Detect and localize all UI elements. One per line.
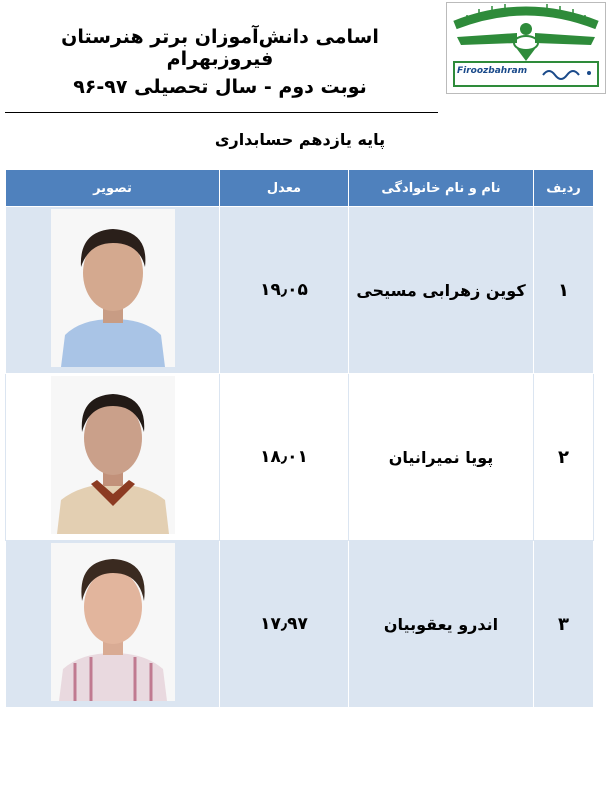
- photo-cell: [6, 207, 220, 374]
- average-cell: ۱۷٫۹۷: [220, 541, 349, 708]
- header-name: نام و نام خانوادگی: [349, 170, 534, 207]
- photo-cell: [6, 374, 220, 541]
- photo-cell: [6, 541, 220, 708]
- index-cell: ۲: [534, 374, 594, 541]
- header-average: معدل: [220, 170, 349, 207]
- school-logo: [446, 2, 606, 94]
- table-row: [6, 374, 594, 541]
- header-photo: تصویر: [6, 170, 220, 207]
- logo-latin-text: Firoozbahram: [457, 66, 528, 76]
- name-cell: کوین زهرابی مسیحی: [349, 207, 534, 374]
- section-title: پایه یازدهم حسابداری: [214, 130, 386, 149]
- header-index: ردیف: [534, 170, 594, 207]
- table-row: [6, 541, 594, 708]
- student-photo: [51, 376, 175, 534]
- name-cell: اندرو یعقوبیان: [349, 541, 534, 708]
- students-table: [5, 169, 594, 708]
- table-row: [6, 207, 594, 374]
- average-cell: ۱۸٫۰۱: [220, 374, 349, 541]
- index-cell: ۱: [534, 207, 594, 374]
- index-cell: ۳: [534, 541, 594, 708]
- header-divider: [5, 112, 438, 113]
- name-cell: پویا نمیرانیان: [349, 374, 534, 541]
- average-cell: ۱۹٫۰۵: [220, 207, 349, 374]
- page-subtitle: نوبت دوم - سال تحصیلی ۹۷-۹۶: [73, 76, 367, 98]
- student-photo: [51, 209, 175, 367]
- student-photo: [51, 543, 175, 701]
- table-header-row: [6, 170, 594, 207]
- faravahar-icon: [447, 3, 605, 93]
- page-title: اسامی دانش‌آموزان برتر هنرستان فیروزبهرام: [61, 26, 379, 70]
